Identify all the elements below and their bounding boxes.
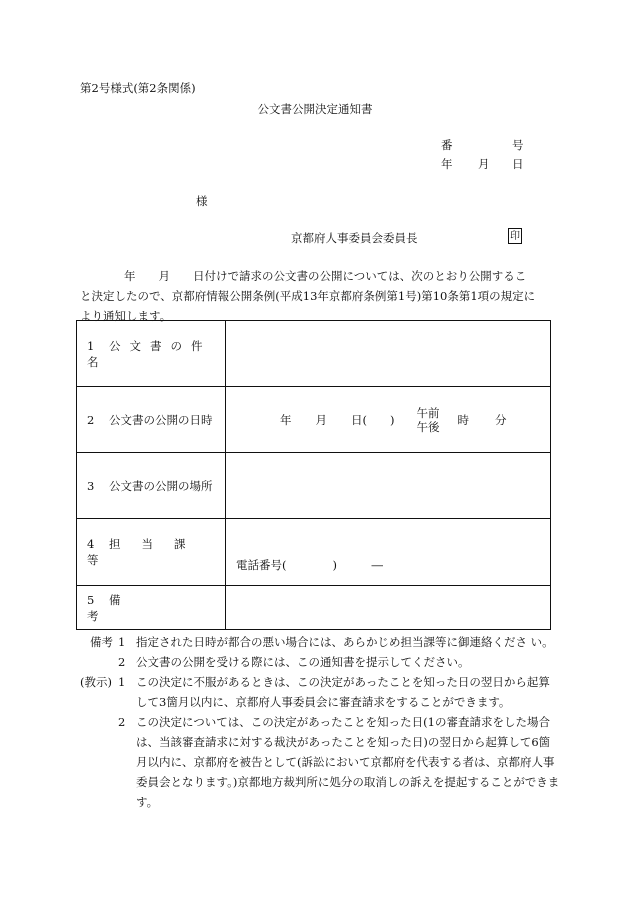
- seal-icon: 印: [508, 228, 522, 244]
- note-spacer: [80, 712, 118, 812]
- table-row: [77, 586, 551, 630]
- date-day-label: 日: [512, 157, 524, 171]
- row-label-place: [77, 453, 226, 519]
- intro-line-1: 年 月 日付けで請求の公文書の公開については、次のとおり公開するこ: [124, 269, 527, 283]
- am-label: 午前: [416, 405, 440, 420]
- intro-line-2: と決定したので、京都府情報公開条例(平成13年京都府条例第1号)第10条第1項の規定に: [80, 289, 536, 303]
- date-year-label: 年: [441, 157, 453, 171]
- form-number: 第2号様式(第2条関係): [80, 81, 196, 95]
- row-label-remarks: [77, 586, 226, 630]
- remarks-heading: 備考: [90, 635, 113, 649]
- note-number: 2: [118, 715, 126, 729]
- remarks-cell[interactable]: [226, 586, 551, 630]
- note-item: [80, 652, 560, 672]
- dt-minute: 分: [494, 412, 507, 427]
- note-text: 公文書の公開を受ける際には、この通知書を提示してください。: [136, 655, 470, 669]
- am-pm-choice: [416, 406, 439, 434]
- row-label-text: 備考: [87, 592, 181, 623]
- row-label-text: 公文書の公開の日時: [109, 412, 213, 427]
- notes-section: [80, 632, 560, 812]
- row-label-text: 担当課等: [87, 537, 207, 567]
- table-row: [77, 519, 551, 586]
- note-number: 1: [118, 675, 126, 689]
- intro-paragraph: [80, 266, 560, 326]
- dt-hour: 時: [457, 412, 469, 427]
- note-text: この決定に不服があるときは、この決定があったことを知った日の翌日から起算して3箇月以内に、京都府人事委員会に審査請求をすることができます。: [136, 675, 550, 709]
- note-item: [80, 712, 560, 812]
- row-label-document-name: [77, 321, 226, 387]
- place-cell[interactable]: [226, 453, 551, 519]
- instruction-heading: (教示): [80, 675, 112, 689]
- dt-month: 月: [315, 412, 327, 427]
- note-number: 2: [118, 655, 126, 669]
- dt-year: 年: [280, 412, 292, 427]
- pm-label: 午後: [416, 419, 440, 434]
- table-row: [77, 321, 551, 387]
- addressee-suffix: 様: [196, 194, 208, 208]
- note-text: この決定については、この決定があったことを知った日(1の審査請求をした場合は、当該審査請求に対する裁決があったことを知った日)の翌日から起算して6箇月以内に、京都府を被告として(訴訟において京都府を代表する者は、京都府人事委員会となります。)京都地方裁判所に処分の取消しの訴えを提起することができます。: [136, 715, 560, 809]
- note-item: [80, 632, 560, 652]
- intro-line-3: より通知します。: [80, 309, 172, 323]
- note-text: 指定された日時が都合の悪い場合には、あらかじめ担当課等に御連絡くださ い。: [136, 635, 554, 649]
- table-row: [77, 453, 551, 519]
- table-row: [77, 387, 551, 453]
- row-number: 1: [87, 338, 95, 353]
- row-label-text: 公文書の公開の場所: [109, 478, 213, 493]
- note-spacer: [80, 652, 118, 672]
- row-number: 5: [87, 592, 95, 607]
- note-item: [80, 672, 560, 712]
- phone-number-field: 電話番号( ) ―: [236, 558, 383, 572]
- row-label-text: 公文書の件名: [87, 338, 212, 369]
- issuer-title: 京都府人事委員会委員長: [291, 231, 418, 245]
- note-number: 1: [118, 635, 126, 649]
- row-label-datetime: [77, 387, 226, 453]
- document-name-cell[interactable]: [226, 321, 551, 387]
- row-label-department: [77, 519, 226, 586]
- disclosure-table: [76, 320, 551, 630]
- dt-day: 日( ): [351, 412, 395, 427]
- number-suffix: 号: [512, 138, 524, 152]
- department-cell[interactable]: [226, 519, 551, 586]
- row-number: 3: [87, 478, 95, 493]
- number-label: 番: [441, 138, 453, 152]
- document-title: 公文書公開決定通知書: [257, 102, 373, 116]
- row-number: 2: [87, 412, 95, 427]
- datetime-cell[interactable]: [226, 387, 551, 453]
- date-month-label: 月: [478, 157, 490, 171]
- row-number: 4: [87, 537, 95, 551]
